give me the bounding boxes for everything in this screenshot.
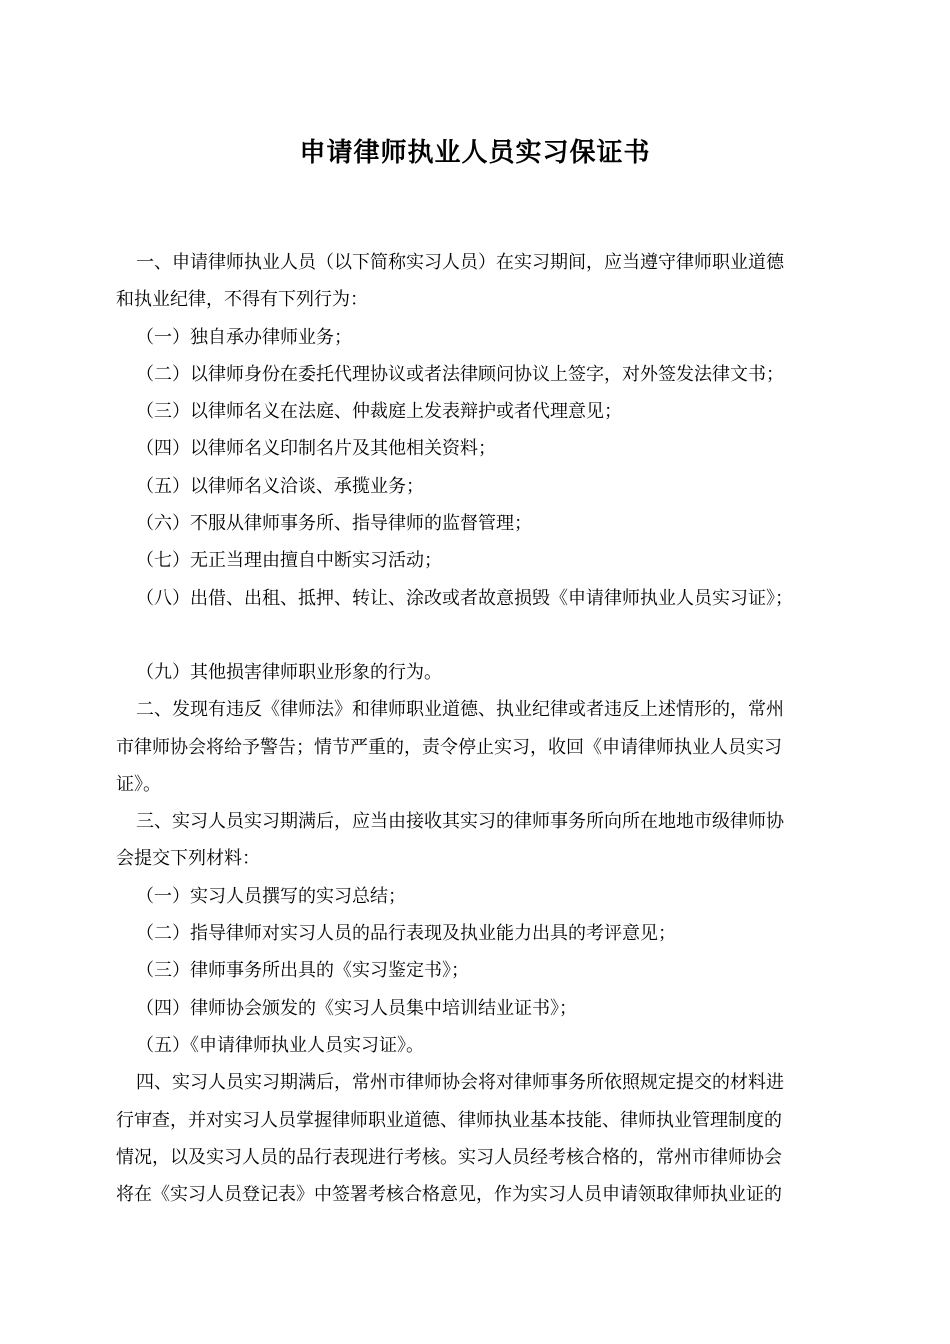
section1-item-9: （九）其他损害律师职业形象的行为。 [136,661,442,683]
section2-line2: 市律师协会将给予警告；情节严重的，责令停止实习，收回《申请律师执业人员实习 [116,736,782,758]
section2-line1: 二、发现有违反《律师法》和律师职业道德、执业纪律或者违反上述情形的，常州 [136,699,784,721]
section3-item-2: （二）指导律师对实习人员的品行表现及执业能力出具的考评意见； [136,923,676,945]
section3-item-3: （三）律师事务所出具的《实习鉴定书》； [136,960,469,982]
document-title: 申请律师执业人员实习保证书 [299,138,651,168]
document-body [116,244,838,1213]
section3-item-4: （四）律师协会颁发的《实习人员集中培训结业证书》； [136,997,577,1019]
section1-item-1: （一）独自承办律师业务； [136,326,352,348]
section3-item-5: （五）《申请律师执业人员实习证》。 [136,1034,424,1056]
section2-line3: 证》。 [116,773,161,795]
section4-line4: 将在《实习人员登记表》中签署考核合格意见，作为实习人员申请领取律师执业证的 [116,1184,782,1206]
section3-item-1: （一）实习人员撰写的实习总结； [136,885,406,907]
section3-line1: 三、实习人员实习期满后，应当由接收其实习的律师事务所向所在地地市级律师协 [136,811,784,833]
section1-item-4: （四）以律师名义印制名片及其他相关资料； [136,438,496,460]
section4-line1: 四、实习人员实习期满后，常州市律师协会将对律师事务所依照规定提交的材料进 [136,1072,784,1094]
section1-line2: 和执业纪律，不得有下列行为： [116,289,368,311]
section1-line1: 一、申请律师执业人员（以下简称实习人员）在实习期间，应当遵守律师职业道德 [136,252,784,273]
section1-item-3: （三）以律师名义在法庭、仲裁庭上发表辩护或者代理意见； [136,401,622,423]
paragraph-gap [116,617,838,654]
section1-item-2: （二）以律师身份在委托代理协议或者法律顾问协议上签字，对外签发法律文书； [136,363,784,385]
section1-item-8: （八）出借、出租、抵押、转让、涂改或者故意损毁《申请律师执业人员实习证》； [136,587,793,609]
section1-item-7: （七）无正当理由擅自中断实习活动； [136,550,442,572]
section1-item-6: （六）不服从律师事务所、指导律师的监督管理； [136,513,532,535]
section4-line2: 行审查，并对实习人员掌握律师职业道德、律师执业基本技能、律师执业管理制度的 [116,1109,782,1131]
section3-line2: 会提交下列材料： [116,848,260,870]
section4-line3: 情况，以及实习人员的品行表现进行考核。实习人员经考核合格的，常州市律师协会 [116,1146,782,1168]
section1-item-5: （五）以律师名义洽谈、承揽业务； [136,475,424,497]
